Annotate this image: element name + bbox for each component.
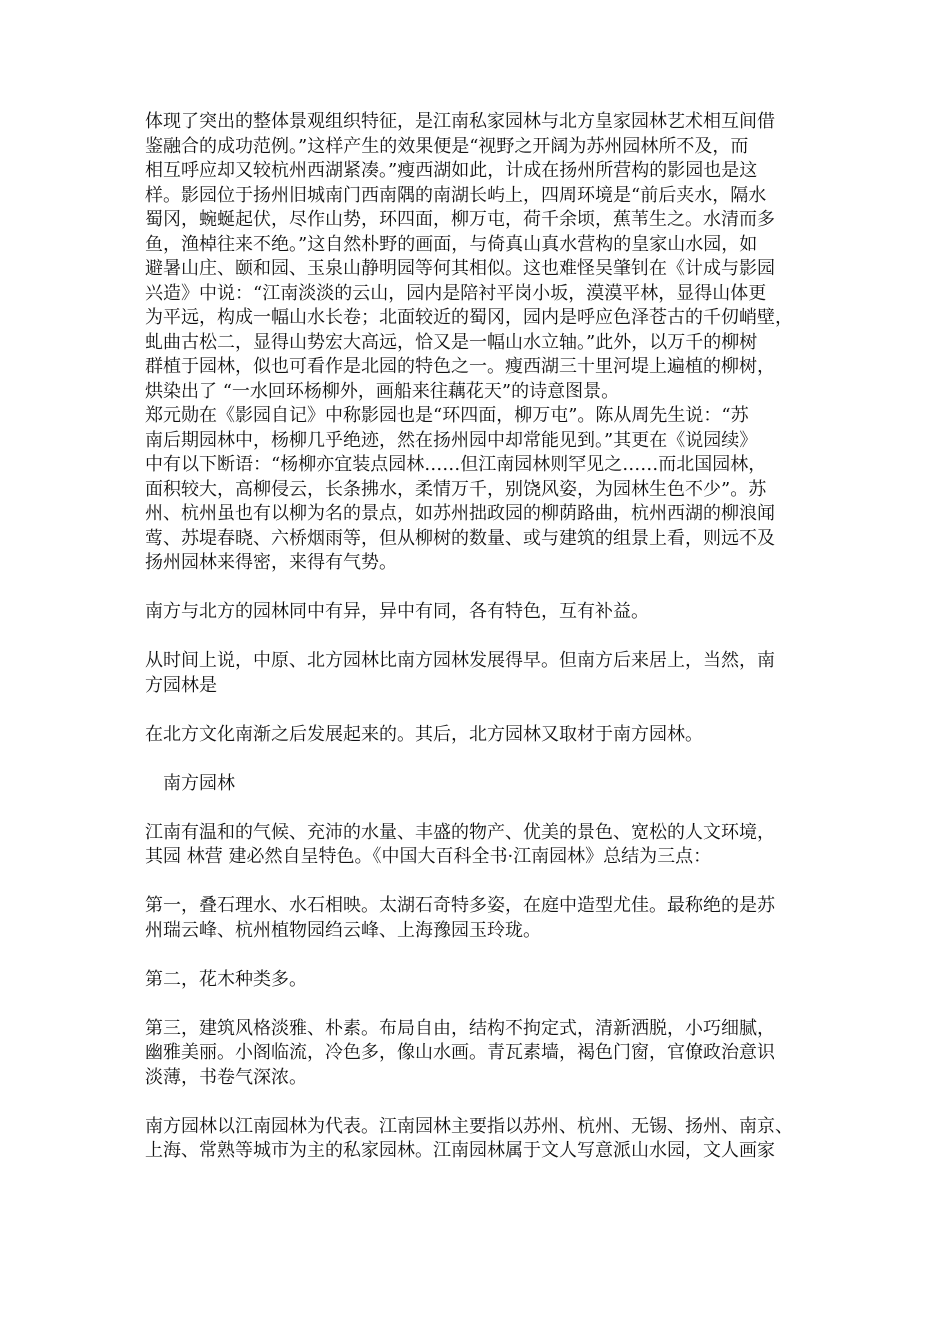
text-line: 其园 林营 建必然自呈特色。《中国大百科全书·江南园林》总结为三点：	[145, 846, 712, 867]
text-line: 南方园林	[163, 772, 235, 794]
text-line: 烘染出了 “一水回环杨柳外，画船来往藕花天”的诗意图景。	[145, 380, 620, 402]
paragraph	[145, 821, 811, 870]
text-line: 鉴融合的成功范例。”这样产生的效果便是“视野之开阔为苏州园林所不及，而	[145, 135, 749, 157]
paragraph	[145, 723, 811, 748]
paragraph	[145, 968, 811, 993]
paragraph	[145, 600, 811, 625]
text-line: 郑元勋在《影园自记》中称影园也是“环四面，柳万屯”。陈从周先生说：“苏	[145, 405, 749, 426]
text-line: 第一，叠石理水、水石相映。太湖石奇特多姿，在庭中造型尤佳。最称绝的是苏	[145, 895, 775, 916]
text-line: 面积较大，高柳侵云，长条拂水，柔情万千，别饶风姿，为园林生色不少”。苏	[145, 478, 767, 500]
section-heading	[145, 772, 811, 797]
text-line: 中有以下断语：“杨柳亦宜装点园林……但江南园林则罕见之……而北国园林，	[145, 454, 767, 475]
text-line: 方园林是	[145, 674, 217, 696]
text-line: 避暑山庄、颐和园、玉泉山静明园等何其相似。这也难怪吴肇钊在《计成与影园	[145, 258, 775, 279]
paragraph	[145, 649, 811, 698]
paragraph-gap	[145, 796, 811, 821]
paragraph-gap	[145, 747, 811, 772]
text-line: 样。影园位于扬州旧城南门西南隅的南湖长屿上，四周环境是“前后夹水，隔水	[145, 184, 767, 206]
text-line: 南方园林以江南园林为代表。江南园林主要指以苏州、杭州、无锡、扬州、南京、	[145, 1115, 793, 1137]
text-line: 幽雅美丽。小阁临流，冷色多，像山水画。青瓦素墙，褐色门窗，官僚政治意识	[145, 1042, 775, 1063]
text-line: 群植于园林，似也可看作是北园的特色之一。瘦西湖三十里河堤上遍植的柳树，	[145, 356, 775, 377]
paragraph-gap	[145, 992, 811, 1017]
paragraph-gap	[145, 698, 811, 723]
text-line: 蜀冈，蜿蜒起伏，尽作山势，环四面，柳万屯，荷千余顷，蕉苇生之。水清而多	[145, 209, 775, 230]
paragraph-gap	[145, 576, 811, 601]
text-line: 南后期园林中，杨柳几乎绝迹，然在扬州园中却常能见到。”其更在《说园续》	[145, 429, 758, 451]
text-line: 州、杭州虽也有以柳为名的景点，如苏州拙政园的柳荫路曲，杭州西湖的柳浪闻	[145, 503, 775, 524]
text-line: 为平远，构成一幅山水长卷；北面较近的蜀冈，园内是呼应色泽苍古的千仞峭壁，	[145, 307, 793, 328]
text-line: 州瑞云峰、杭州植物园绉云峰、上海豫园玉玲珑。	[145, 919, 541, 941]
text-line: 南方与北方的园林同中有异，异中有同，各有特色，互有补益。	[145, 601, 649, 622]
text-line: 上海、常熟等城市为主的私家园林。江南园林属于文人写意派山水园，文人画家	[145, 1140, 775, 1161]
text-line: 江南有温和的气候、充沛的水量、丰盛的物产、优美的景色、宽松的人文环境，	[145, 821, 775, 843]
text-line: 莺、苏堤春晓、六桥烟雨等，但从柳树的数量、或与建筑的组景上看，则远不及	[145, 527, 775, 549]
paragraph-gap	[145, 870, 811, 895]
document-page	[145, 110, 811, 1164]
paragraph-gap	[145, 1090, 811, 1115]
paragraph-gap	[145, 943, 811, 968]
paragraph-gap	[145, 625, 811, 650]
text-line: 从时间上说，中原、北方园林比南方园林发展得早。但南方后来居上，当然，南	[145, 650, 775, 671]
paragraph	[145, 894, 811, 943]
paragraph	[145, 1017, 811, 1091]
text-line: 第三，建筑风格淡雅、朴素。布局自由，结构不拘定式，清新洒脱，小巧细腻，	[145, 1017, 775, 1039]
text-line: 兴造》中说：“江南淡淡的云山，园内是陪衬平岗小坂，漠漠平林，显得山体更	[145, 282, 767, 304]
paragraph	[145, 1115, 811, 1164]
text-line: 第二，花木种类多。	[145, 968, 307, 990]
text-line: 鱼，渔棹往来不绝。”这自然朴野的画面，与倚真山真水营构的皇家山水园，如	[145, 233, 758, 255]
text-line: 虬曲古松二，显得山势宏大高远，恰又是一幅山水立轴。”此外，以万千的柳树	[145, 331, 758, 353]
paragraph	[145, 110, 811, 576]
text-line: 体现了突出的整体景观组织特征，是江南私家园林与北方皇家园林艺术相互间借	[145, 111, 775, 132]
text-line: 淡薄，书卷气深浓。	[145, 1066, 307, 1088]
text-line: 在北方文化南渐之后发展起来的。其后，北方园林又取材于南方园林。	[145, 723, 703, 745]
text-line: 相互呼应却又较杭州西湖紧凑。”瘦西湖如此，计成在扬州所营构的影园也是这	[145, 160, 758, 181]
text-line: 扬州园林来得密，来得有气势。	[145, 552, 397, 573]
